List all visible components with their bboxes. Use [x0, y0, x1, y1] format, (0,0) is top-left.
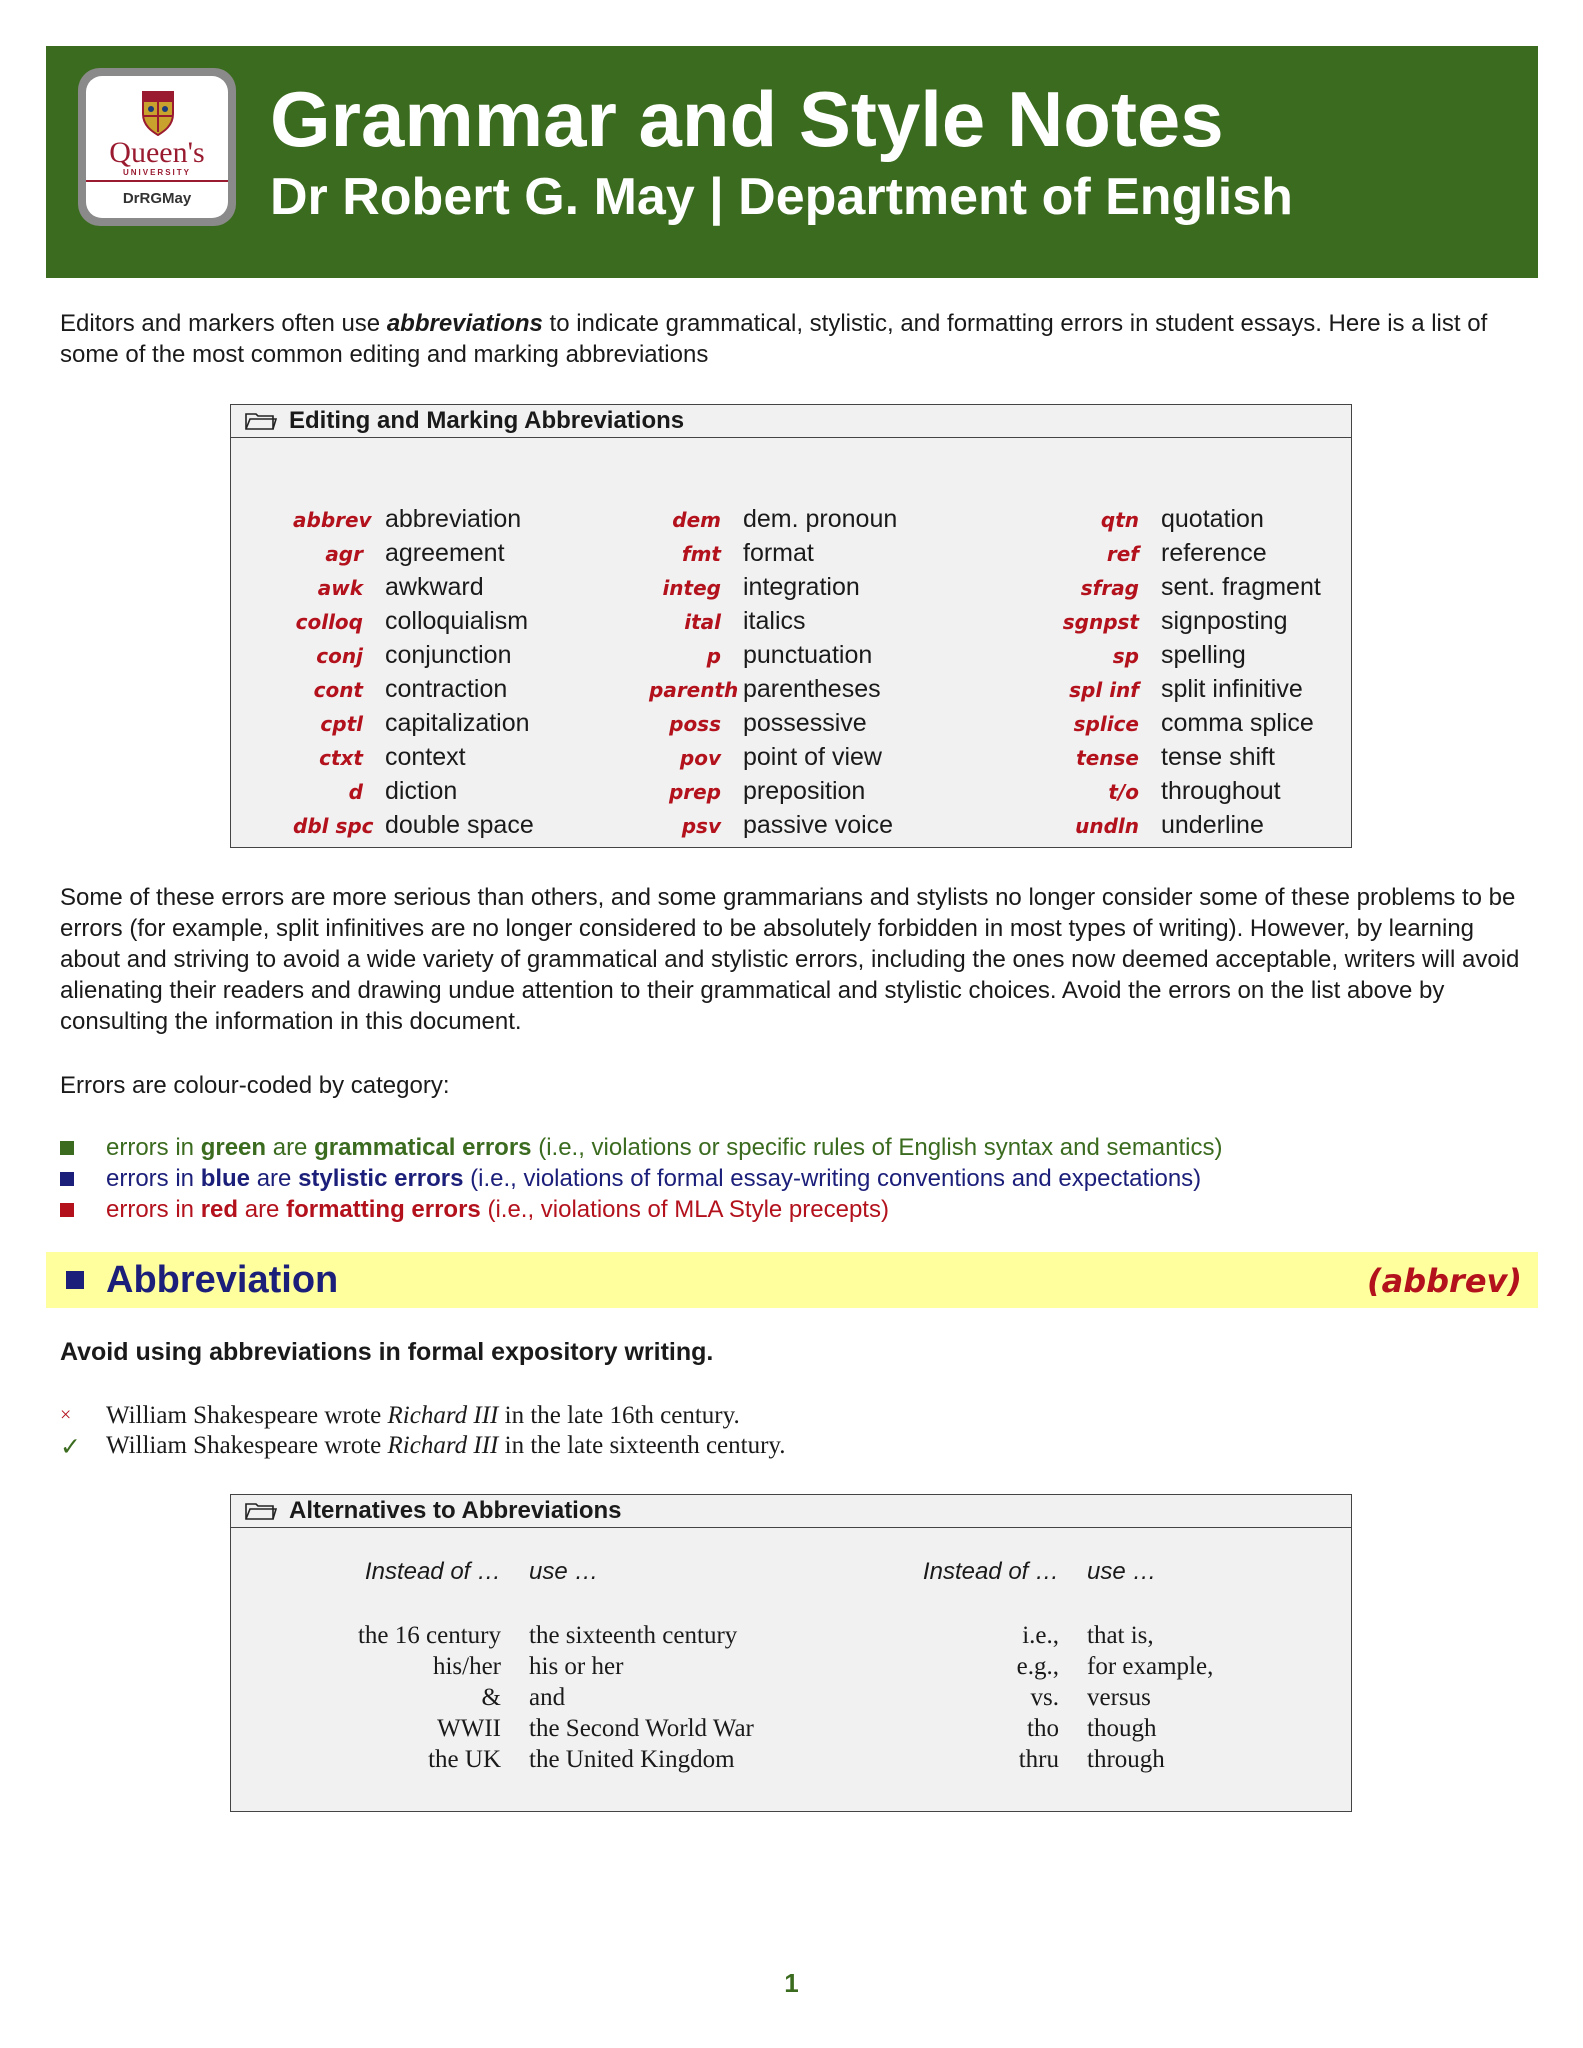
abbr-row — [649, 740, 897, 774]
alt-use: through — [1087, 1746, 1165, 1773]
abbr-definition: signposting — [1161, 607, 1288, 635]
alt-instead: WWII — [437, 1715, 501, 1742]
abbr-row — [293, 570, 534, 604]
legend-colorword: red — [200, 1196, 239, 1223]
abbr-code: pov — [679, 746, 721, 770]
alt-use: his or her — [529, 1653, 624, 1680]
abbr-row — [293, 774, 534, 808]
abbr-definition: italics — [743, 607, 806, 635]
abbr-definition: integration — [743, 573, 860, 601]
abbr-code: agr — [325, 542, 363, 566]
example-work-title: Richard III — [387, 1402, 499, 1429]
alt-use: the United Kingdom — [529, 1746, 735, 1773]
abbr-definition: underline — [1161, 811, 1264, 839]
abbr-definition: awkward — [385, 573, 484, 601]
page-subtitle: Dr Robert G. May | Department of English — [270, 168, 1293, 226]
abbr-row — [293, 706, 534, 740]
abbr-code: ctxt — [319, 746, 363, 770]
abbr-column-2 — [649, 502, 897, 842]
alt-row — [839, 1651, 1213, 1682]
legend-text: errors in — [106, 1196, 201, 1223]
alt-use: though — [1087, 1715, 1157, 1742]
abbr-code: abbrev — [293, 508, 372, 532]
alt-row — [839, 1620, 1154, 1651]
page-number: 1 — [784, 1968, 799, 1998]
abbr-definition: agreement — [385, 539, 505, 567]
university-logo — [78, 68, 236, 226]
example-work-title: Richard III — [387, 1432, 499, 1459]
alternatives-box — [230, 1494, 1352, 1812]
alt-header-instead: Instead of … — [922, 1558, 1059, 1585]
folder-icon — [245, 1501, 277, 1521]
section-rule: Avoid using abbreviations in formal expository writing. — [60, 1338, 714, 1366]
abbr-row — [293, 808, 534, 842]
intro-paragraph — [60, 308, 1530, 370]
legend-text: are — [250, 1165, 299, 1192]
alt-use: for example, — [1087, 1653, 1214, 1680]
alt-row — [281, 1651, 623, 1682]
cross-icon: × — [60, 1404, 72, 1426]
legend-colorword: green — [200, 1134, 267, 1161]
abbr-row — [1023, 672, 1321, 706]
abbr-code: p — [706, 644, 721, 668]
abbr-definition: throughout — [1161, 777, 1281, 805]
alt-instead: the 16 century — [357, 1622, 501, 1649]
legend-text: are — [238, 1196, 287, 1223]
alt-use: and — [529, 1684, 566, 1711]
abbr-code: tense — [1076, 746, 1139, 770]
alt-row — [839, 1744, 1165, 1775]
abbr-code: parenth — [649, 678, 739, 702]
alt-use: that is, — [1087, 1622, 1154, 1649]
check-icon: ✓ — [60, 1434, 81, 1461]
section-header-abbreviation — [46, 1252, 1538, 1308]
abbr-row — [649, 604, 897, 638]
alt-row — [281, 1620, 737, 1651]
abbr-definition: format — [743, 539, 814, 567]
abbr-row — [1023, 808, 1321, 842]
alt-row — [281, 1713, 754, 1744]
legend-description: (i.e., violations or specific rules of English syntax and semantics) — [531, 1134, 1223, 1161]
abbr-row — [649, 672, 897, 706]
abbr-row — [649, 774, 897, 808]
blue-square-icon — [66, 1271, 84, 1289]
abbr-definition: context — [385, 743, 466, 771]
abbr-row — [1023, 706, 1321, 740]
legend-category: formatting errors — [286, 1196, 481, 1223]
abbr-row — [1023, 502, 1321, 536]
intro-text-end: to indicate grammatical, stylistic, and formatting errors in student essays. Here is a list of some of the most common editing and marking abbreviations — [60, 310, 1488, 368]
legend-colorword: blue — [200, 1165, 251, 1192]
abbr-code: conj — [316, 644, 363, 668]
legend-description: (i.e., violations of MLA Style precepts) — [480, 1196, 889, 1223]
abbr-definition: parentheses — [743, 675, 881, 703]
alt-instead: his/her — [432, 1653, 501, 1680]
legend-text: errors in — [106, 1165, 201, 1192]
alt-instead: i.e., — [1022, 1622, 1059, 1649]
abbr-code: sgnpst — [1062, 610, 1139, 634]
blue-square-icon — [60, 1172, 74, 1186]
abbr-definition: conjunction — [385, 641, 512, 669]
abbr-definition: passive voice — [743, 811, 894, 839]
crest-icon — [141, 90, 175, 136]
intro-text-start: Editors and markers often use — [60, 310, 387, 337]
abbr-definition: dem. pronoun — [743, 505, 898, 533]
intro-emphasis: abbreviations — [386, 310, 543, 337]
logo-username: DrRGMay — [122, 190, 192, 207]
abbr-definition: quotation — [1161, 505, 1264, 533]
alt-use: versus — [1087, 1684, 1151, 1711]
alt-row — [839, 1682, 1151, 1713]
alt-instead: vs. — [1030, 1684, 1059, 1711]
abbreviations-box — [230, 404, 1352, 848]
section-title: Abbreviation — [106, 1259, 339, 1301]
abbr-row — [1023, 570, 1321, 604]
abbr-row — [1023, 604, 1321, 638]
header-banner — [46, 46, 1538, 278]
abbr-code: splice — [1073, 712, 1139, 736]
abbr-code: cont — [313, 678, 363, 702]
abbr-column-3 — [1023, 502, 1321, 842]
abbr-definition: contraction — [385, 675, 508, 703]
abbr-column-1 — [293, 502, 534, 842]
logo-divider — [86, 180, 228, 182]
abbr-definition: tense shift — [1161, 743, 1275, 771]
abbr-code: qtn — [1100, 508, 1139, 532]
alt-header-use: use … — [1087, 1558, 1157, 1585]
section-code: (abbrev) — [1367, 1262, 1522, 1300]
alt-row — [839, 1713, 1156, 1744]
abbr-definition: split infinitive — [1161, 675, 1303, 703]
abbr-definition: capitalization — [385, 709, 530, 737]
abbr-definition: comma splice — [1161, 709, 1314, 737]
abbr-row — [1023, 638, 1321, 672]
abbr-row — [293, 502, 534, 536]
abbr-definition: punctuation — [743, 641, 873, 669]
legend-description: (i.e., violations of formal essay-writing conventions and expectations) — [463, 1165, 1202, 1192]
explanation-paragraph: Some of these errors are more serious than others, and some grammarians and stylists no longer consider some of these problems to be errors (for example, split infinitives are no longer considered to be absolutely forbidden in most types of writing). However, by learning about and striving to avoid a wide variety of grammatical and stylistic errors, including the ones now deemed acceptable, writers will avoid alienating their readers and drawing undue attention to their grammatical and stylistic choices. Avoid the errors on the list above by consulting the information in this document. — [60, 884, 1520, 1035]
alt-header-use: use … — [529, 1558, 599, 1585]
legend-category: grammatical errors — [314, 1134, 532, 1161]
colour-code-intro: Errors are colour-coded by category: — [60, 1072, 450, 1099]
abbr-code: fmt — [681, 542, 721, 566]
abbr-row — [649, 638, 897, 672]
abbr-code: t/o — [1108, 780, 1139, 804]
alt-instead: & — [481, 1684, 501, 1711]
abbreviations-box-title: Editing and Marking Abbreviations — [289, 407, 685, 434]
abbr-code: dem — [672, 508, 721, 532]
abbr-definition: possessive — [743, 709, 867, 737]
abbr-code: psv — [681, 814, 721, 838]
alt-instead: thru — [1018, 1746, 1059, 1773]
abbr-row — [293, 536, 534, 570]
alt-use: the sixteenth century — [529, 1622, 738, 1649]
legend-text: are — [266, 1134, 315, 1161]
logo-wordmark: Queen's — [109, 136, 205, 169]
abbr-definition: sent. fragment — [1161, 573, 1321, 601]
alt-row — [281, 1682, 565, 1713]
abbr-code: prep — [668, 780, 721, 804]
page-title: Grammar and Style Notes — [270, 75, 1224, 163]
abbr-row — [649, 502, 897, 536]
alt-header-left — [281, 1558, 598, 1586]
folder-icon — [245, 411, 277, 431]
logo-subtext: UNIVERSITY — [122, 168, 191, 177]
abbr-code: d — [348, 780, 363, 804]
abbr-code: cptl — [320, 712, 363, 736]
abbr-code: sfrag — [1080, 576, 1139, 600]
abbr-code: colloq — [295, 610, 363, 634]
alt-row — [281, 1744, 735, 1775]
abbr-row — [649, 808, 897, 842]
abbr-definition: point of view — [743, 743, 882, 771]
alternatives-box-title: Alternatives to Abbreviations — [289, 1497, 622, 1524]
abbr-row — [293, 740, 534, 774]
abbr-row — [649, 536, 897, 570]
alt-use: the Second World War — [529, 1715, 754, 1742]
abbr-code: spl inf — [1069, 678, 1139, 702]
alt-header-right — [839, 1558, 1156, 1586]
example-text: William Shakespeare wrote — [106, 1402, 388, 1429]
alt-instead: tho — [1027, 1715, 1059, 1742]
abbr-row — [1023, 536, 1321, 570]
abbr-definition: reference — [1161, 539, 1267, 567]
abbr-code: dbl spc — [293, 814, 374, 838]
abbr-code: undln — [1075, 814, 1139, 838]
alt-instead: e.g., — [1016, 1653, 1059, 1680]
alt-instead: the UK — [428, 1746, 501, 1773]
abbr-code: ital — [684, 610, 721, 634]
green-square-icon — [60, 1141, 74, 1155]
abbreviations-box-header — [231, 405, 1351, 438]
alternatives-box-header — [231, 1495, 1351, 1528]
red-square-icon — [60, 1203, 74, 1217]
abbr-row — [649, 706, 897, 740]
abbr-row — [293, 638, 534, 672]
abbr-code: poss — [669, 712, 721, 736]
legend-category: stylistic errors — [298, 1165, 464, 1192]
abbr-row — [649, 570, 897, 604]
example-text: in the late 16th century. — [498, 1402, 740, 1429]
abbr-row — [293, 672, 534, 706]
abbr-definition: double space — [385, 811, 534, 839]
abbr-row — [1023, 774, 1321, 808]
abbr-definition: abbreviation — [385, 505, 522, 533]
abbr-code: awk — [317, 576, 363, 600]
abbr-definition: preposition — [743, 777, 866, 805]
abbr-code: sp — [1112, 644, 1139, 668]
abbr-definition: spelling — [1161, 641, 1246, 669]
alt-header-instead: Instead of … — [364, 1558, 501, 1585]
abbr-row — [293, 604, 534, 638]
abbr-row — [1023, 740, 1321, 774]
example-text: William Shakespeare wrote — [106, 1432, 388, 1459]
abbr-definition: colloquialism — [385, 607, 529, 635]
example-text: in the late sixteenth century. — [498, 1432, 786, 1459]
abbr-definition: diction — [385, 777, 458, 805]
abbr-code: ref — [1106, 542, 1139, 566]
abbr-code: integ — [662, 576, 721, 600]
legend-text: errors in — [106, 1134, 201, 1161]
